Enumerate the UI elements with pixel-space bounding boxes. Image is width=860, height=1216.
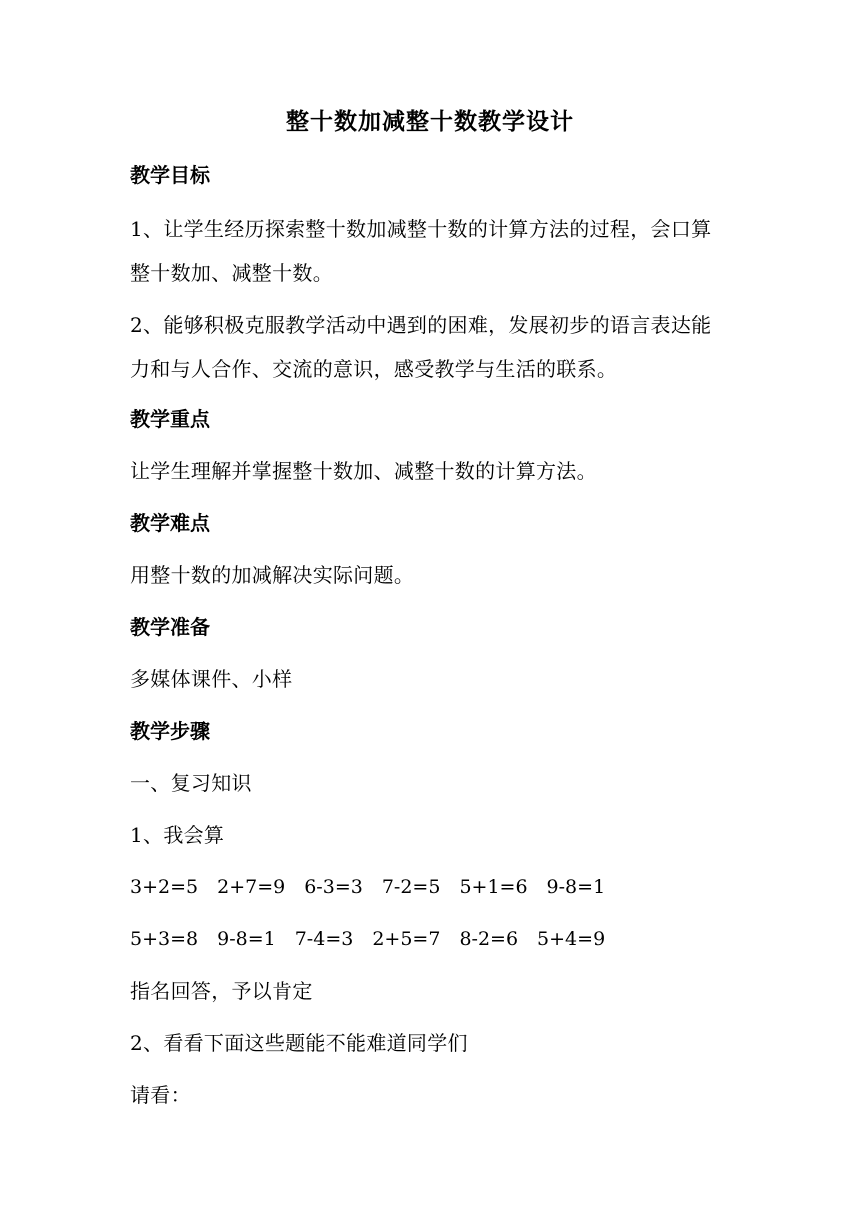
math-problem: 5+3=8 xyxy=(130,928,199,950)
math-problem: 5+1=6 xyxy=(459,876,528,898)
math-row-2 xyxy=(130,919,730,959)
math-problem: 5+4=9 xyxy=(537,928,606,950)
step-1-2-text: 2、看看下面这些题能不能难道同学们 xyxy=(130,1031,468,1055)
math-problem: 2+7=9 xyxy=(217,876,286,898)
math-problem: 9-8=1 xyxy=(217,928,276,950)
goals-heading: 教学目标 xyxy=(130,163,210,187)
key-points-heading: 教学重点 xyxy=(130,407,210,431)
math-row-1 xyxy=(130,867,730,907)
math-problem: 7-4=3 xyxy=(294,928,354,950)
math-problem: 2+5=7 xyxy=(372,928,441,950)
goal-2-text: 2、能够积极克服教学活动中遇到的困难，发展初步的语言表达能力和与人合作、交流的意识，感受教学与生活的联系。 xyxy=(130,313,712,381)
steps-heading: 教学步骤 xyxy=(130,719,210,743)
answer-note-text: 指名回答，予以肯定 xyxy=(130,979,313,1003)
math-problem: 3+2=5 xyxy=(130,876,199,898)
math-problem: 9-8=1 xyxy=(546,876,606,898)
difficulty-text: 用整十数的加减解决实际问题。 xyxy=(130,563,415,587)
math-problem: 6-3=3 xyxy=(304,876,363,898)
document-title: 整十数加减整十数教学设计 xyxy=(286,109,574,135)
document-body xyxy=(130,155,730,1127)
goal-1-text: 1、让学生经历探索整十数加减整十数的计算方法的过程，会口算整十数加、减整十数。 xyxy=(130,217,712,285)
step-1-1-text: 1、我会算 xyxy=(130,823,225,847)
math-problem: 8-2=6 xyxy=(459,928,519,950)
please-look-text: 请看： xyxy=(130,1083,191,1107)
preparation-heading: 教学准备 xyxy=(130,615,210,639)
preparation-text: 多媒体课件、小样 xyxy=(130,667,293,691)
key-points-text: 让学生理解并掌握整十数加、减整十数的计算方法。 xyxy=(130,459,597,483)
step-1-heading: 一、复习知识 xyxy=(130,771,252,795)
math-problem: 7-2=5 xyxy=(381,876,441,898)
difficulty-heading: 教学难点 xyxy=(130,511,210,535)
